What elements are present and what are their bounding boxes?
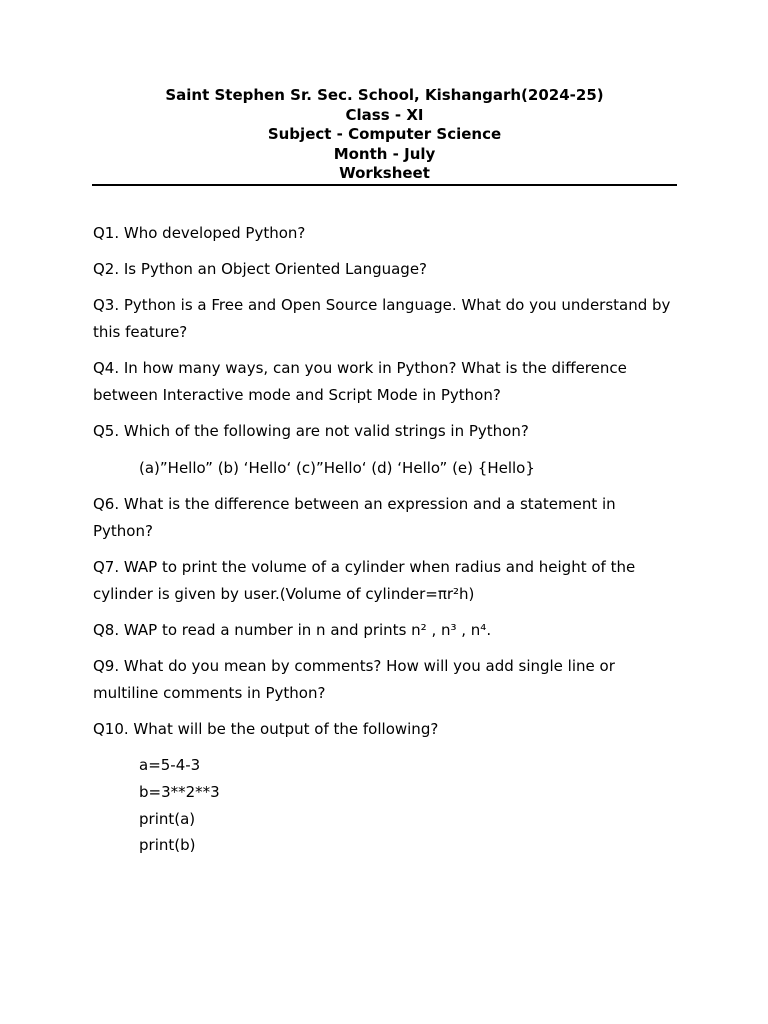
question-6: Q6. What is the difference between an expression and a statement in Python? bbox=[93, 494, 616, 540]
worksheet-header bbox=[92, 86, 677, 184]
question-8: Q8. WAP to read a number in n and prints n² , n³ , n⁴. bbox=[93, 620, 492, 639]
question-5-options: (a)”Hello” (b) ‘Hello‘ (c)”Hello‘ (d) ‘Hello” (e) {Hello} bbox=[139, 458, 535, 477]
month-label: Month - July bbox=[333, 144, 436, 163]
question-10-code bbox=[93, 752, 677, 859]
code-line: print(b) bbox=[139, 836, 196, 855]
header-divider bbox=[92, 184, 677, 186]
code-line: b=3**2**3 bbox=[139, 782, 220, 801]
worksheet-title: Worksheet bbox=[339, 164, 430, 182]
code-line: print(a) bbox=[139, 809, 196, 828]
subject-label: Subject - Computer Science bbox=[267, 125, 502, 143]
question-10: Q10. What will be the output of the following? bbox=[93, 719, 439, 738]
class-label: Class - XI bbox=[345, 105, 424, 124]
school-name: Saint Stephen Sr. Sec. School, Kishangarh(2024-25) bbox=[165, 86, 604, 104]
question-5: Q5. Which of the following are not valid strings in Python? bbox=[93, 422, 529, 441]
question-1: Q1. Who developed Python? bbox=[93, 224, 306, 242]
question-3: Q3. Python is a Free and Open Source language. What do you understand by this feature? bbox=[93, 296, 671, 342]
question-7: Q7. WAP to print the volume of a cylinder when radius and height of the cylinder is given by user.(Volume of cylinder=πr²h) bbox=[93, 557, 636, 603]
question-2: Q2. Is Python an Object Oriented Language? bbox=[93, 260, 428, 279]
question-4: Q4. In how many ways, can you work in Python? What is the difference between Interactive mode and Script Mode in Python? bbox=[93, 359, 627, 405]
question-9: Q9. What do you mean by comments? How will you add single line or multiline comments in Python? bbox=[93, 656, 615, 702]
code-line: a=5-4-3 bbox=[139, 756, 201, 775]
question-list bbox=[93, 220, 677, 859]
